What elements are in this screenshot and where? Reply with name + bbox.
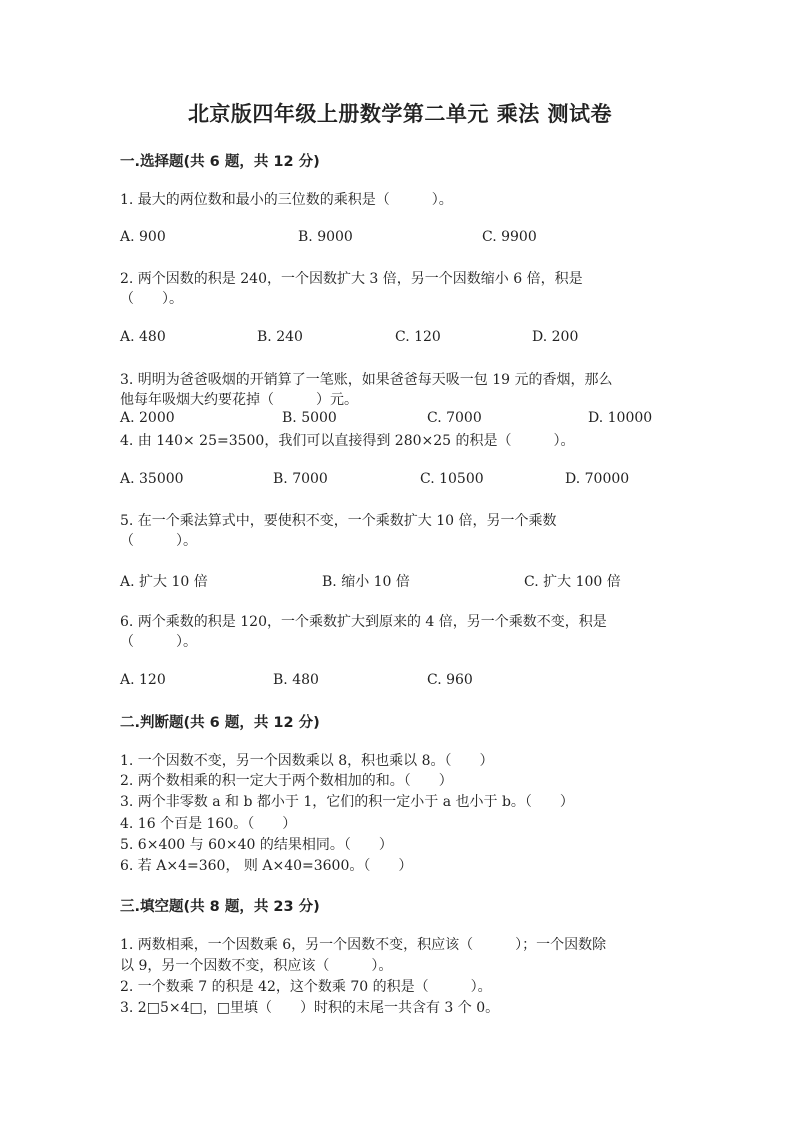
- question-text: （ ）。: [120, 634, 197, 650]
- option-a: A. 扩大 10 倍: [120, 574, 208, 590]
- question-text: 6. 两个乘数的积是 120，一个乘数扩大到原来的 4 倍，另一个乘数不变，积是: [120, 614, 607, 630]
- question-text: 3. 明明为爸爸吸烟的开销算了一笔账，如果爸爸每天吸一包 19 元的香烟，那么: [120, 372, 613, 388]
- fill-item: 3. 2□5×4□，□里填（ ）时积的末尾一共含有 3 个 0。: [120, 1000, 500, 1016]
- section-heading-fill: 三.填空题(共 8 题，共 23 分): [120, 899, 320, 915]
- question-text: 他每年吸烟大约要花掉（ ）元。: [120, 392, 358, 408]
- question-text: 5. 在一个乘法算式中，要使积不变，一个乘数扩大 10 倍，另一个乘数: [120, 513, 557, 529]
- option-a: A. 35000: [120, 471, 184, 487]
- option-b: B. 9000: [298, 229, 353, 245]
- option-c: C. 9900: [482, 229, 537, 245]
- option-b: B. 240: [257, 329, 303, 345]
- question-text: （ ）。: [120, 291, 183, 307]
- judge-item: 1. 一个因数不变，另一个因数乘以 8，积也乘以 8。（ ）: [120, 753, 494, 769]
- fill-item: 2. 一个数乘 7 的积是 42，这个数乘 70 的积是（ ）。: [120, 979, 492, 995]
- option-c: C. 960: [427, 672, 473, 688]
- section-heading-judge: 二.判断题(共 6 题，共 12 分): [120, 715, 320, 731]
- question-text: 4. 由 140× 25=3500，我们可以直接得到 280×25 的积是（ ）。: [120, 433, 575, 449]
- option-b: B. 7000: [273, 471, 328, 487]
- judge-item: 3. 两个非零数 a 和 b 都小于 1，它们的积一定小于 a 也小于 b。（ ）: [120, 794, 574, 810]
- question-text: 2. 两个因数的积是 240，一个因数扩大 3 倍，另一个因数缩小 6 倍，积是: [120, 271, 583, 287]
- option-a: A. 120: [120, 672, 166, 688]
- option-c: C. 扩大 100 倍: [524, 574, 621, 590]
- section-heading-choice: 一.选择题(共 6 题，共 12 分): [120, 154, 320, 170]
- fill-item: 以 9，另一个因数不变，积应该（ ）。: [120, 958, 393, 974]
- judge-item: 2. 两个数相乘的积一定大于两个数相加的和。（ ）: [120, 773, 453, 789]
- option-b: B. 缩小 10 倍: [322, 574, 410, 590]
- question-text: （ ）。: [120, 533, 197, 549]
- option-d: D. 10000: [588, 410, 653, 426]
- option-a: A. 480: [120, 329, 166, 345]
- judge-item: 4. 16 个百是 160。（ ）: [120, 816, 297, 832]
- question-text: 1. 最大的两位数和最小的三位数的乘积是（ ）。: [120, 192, 453, 208]
- option-b: B. 5000: [282, 410, 337, 426]
- judge-item: 6. 若 A×4=360， 则 A×40=3600。（ ）: [120, 858, 413, 874]
- page-title: 北京版四年级上册数学第二单元 乘法 测试卷: [187, 102, 613, 126]
- option-c: C. 120: [395, 329, 441, 345]
- option-a: A. 2000: [120, 410, 175, 426]
- fill-item: 1. 两数相乘，一个因数乘 6，另一个因数不变，积应该（ ）；一个因数除: [120, 937, 607, 953]
- option-d: D. 70000: [565, 471, 630, 487]
- option-a: A. 900: [120, 229, 166, 245]
- judge-item: 5. 6×400 与 60×40 的结果相同。（ ）: [120, 837, 393, 853]
- option-d: D. 200: [532, 329, 579, 345]
- option-b: B. 480: [273, 672, 319, 688]
- option-c: C. 7000: [427, 410, 482, 426]
- option-c: C. 10500: [420, 471, 484, 487]
